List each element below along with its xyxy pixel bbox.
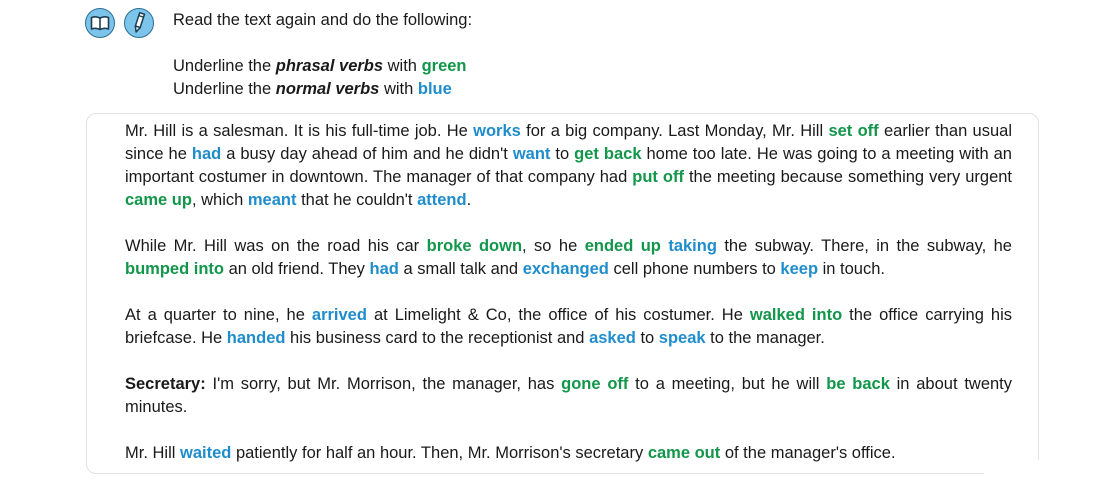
passage-text: to a meeting, but he will — [628, 375, 827, 393]
phrasal-verb: set off — [828, 122, 879, 140]
phrasal-verb: be back — [826, 375, 890, 393]
normal-verb: waited — [180, 444, 232, 462]
passage-text: a busy day ahead of him and he didn't — [221, 145, 513, 163]
phrasal-verb: came out — [647, 444, 721, 462]
passage-text: Mr. Hill is a salesman. It is his full-time job. He — [125, 122, 474, 140]
instruction-text: with — [383, 57, 422, 75]
passage-text: to the manager. — [705, 329, 825, 347]
passage-text: Mr. Hill — [125, 444, 180, 462]
instruction-normal-line — [173, 78, 472, 101]
blue-color-label: blue — [417, 80, 452, 98]
pencil-icon — [124, 8, 154, 38]
passage-text: that he couldn't — [296, 191, 418, 209]
passage-text: of the manager's office. — [720, 444, 896, 462]
normal-verb: attend — [417, 191, 467, 209]
passage-text: an old friend. They — [223, 260, 370, 278]
passage-text: in touch. — [818, 260, 885, 278]
passage-text: the office carrying his briefcase. He — [125, 306, 1012, 347]
passage-text: , which — [191, 191, 248, 209]
book-icon — [85, 8, 115, 38]
passage-text: to — [635, 329, 659, 347]
instructions — [173, 9, 472, 101]
paragraph-4 — [125, 373, 1012, 419]
speaker-label: Secretary: — [125, 375, 206, 393]
passage-text: to — [550, 145, 575, 163]
passage-text: at Limelight & Co, the office of his costumer. He — [366, 306, 750, 324]
normal-verb: exchanged — [522, 260, 609, 278]
passage-text: in about twenty minutes. — [125, 375, 1013, 416]
passage-text: While Mr. Hill was on the road his car — [125, 237, 427, 255]
instruction-text: Underline the — [173, 80, 276, 98]
normal-verbs-term: normal verbs — [275, 80, 380, 98]
passage-text: home too late. He was going to a meeting with an important costumer in downtown. The manager of that company had — [125, 145, 1012, 186]
paragraph-5 — [125, 442, 1012, 465]
passage-text: a small talk and — [398, 260, 523, 278]
passage-text: . — [466, 191, 472, 209]
passage-text: cell phone numbers to — [608, 260, 781, 278]
phrasal-verb: came up — [125, 191, 192, 209]
passage-text: patiently for half an hour. Then, Mr. Morrison's secretary — [231, 444, 648, 462]
passage-text: for a big company. Last Monday, Mr. Hill — [520, 122, 829, 140]
passage-text: I'm sorry, but Mr. Morrison, the manager, has — [205, 375, 562, 393]
normal-verb: had — [369, 260, 399, 278]
instruction-heading: Read the text again and do the following: — [173, 11, 473, 29]
passage-text: , so he — [522, 237, 585, 255]
paragraph-2 — [125, 235, 1012, 281]
passage-text: the meeting because something very urgent — [683, 168, 1013, 186]
instruction-text: Underline the — [173, 57, 276, 75]
phrasal-verbs-term: phrasal verbs — [275, 57, 384, 75]
passage-text: At a quarter to nine, he — [125, 306, 312, 324]
green-color-label: green — [421, 57, 467, 75]
phrasal-verb: walked into — [749, 306, 843, 324]
normal-verb: taking — [668, 237, 717, 255]
normal-verb: speak — [658, 329, 706, 347]
phrasal-verb: broke down — [426, 237, 523, 255]
normal-verb: meant — [247, 191, 297, 209]
passage-text: the subway. There, in the subway, he — [716, 237, 1012, 255]
normal-verb: want — [512, 145, 551, 163]
instruction-text: with — [379, 80, 418, 98]
reading-passage — [125, 120, 1012, 465]
passage-text: earlier than usual since he — [125, 122, 1013, 163]
paragraph-3 — [125, 304, 1012, 350]
normal-verb: handed — [226, 329, 286, 347]
normal-verb: had — [191, 145, 222, 163]
passage-text: his business card to the receptionist and — [285, 329, 590, 347]
normal-verb: works — [473, 122, 521, 140]
phrasal-verb: bumped into — [125, 260, 224, 278]
phrasal-verb: ended up — [584, 237, 661, 255]
normal-verb: arrived — [311, 306, 367, 324]
paragraph-1 — [125, 120, 1012, 212]
phrasal-verb: put off — [632, 168, 684, 186]
normal-verb: asked — [589, 329, 636, 347]
instruction-phrasal-line — [173, 55, 472, 78]
normal-verb: keep — [780, 260, 819, 278]
phrasal-verb: get back — [574, 145, 642, 163]
phrasal-verb: gone off — [561, 375, 629, 393]
